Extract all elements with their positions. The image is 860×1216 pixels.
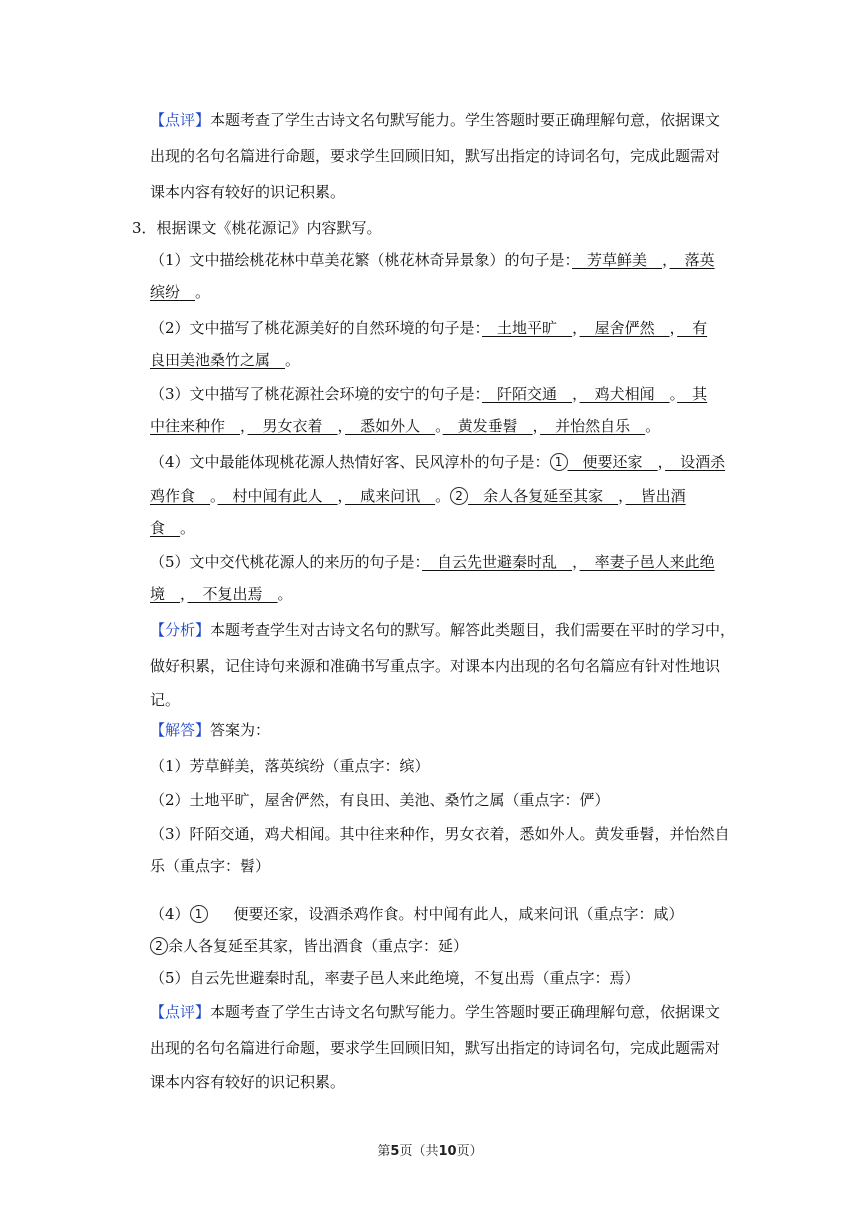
- answer-blank: 余人各复延至其家: [468, 487, 619, 505]
- answer-blank: 村中闻有此人: [217, 487, 338, 505]
- circled-number: 1: [190, 905, 208, 923]
- answer-line-5: （5）自云先世避秦时乱，率妻子邑人来此绝境，不复出焉（重点字：焉）: [150, 969, 640, 987]
- question-item-4: （4）文中最能体现桃花源人热情好客、民风淳朴的句子是： 1 便要还家 ， 设酒杀: [150, 453, 726, 471]
- answer-blank: 咸来问讯: [345, 487, 436, 505]
- answer-blank: 鸡犬相闻: [579, 385, 670, 403]
- answer-blank: 中往来种作: [150, 417, 241, 435]
- question-title: 3．根据课文《桃花源记》内容默写。: [132, 219, 382, 237]
- circled-number: 1: [550, 453, 568, 471]
- page-number: 5: [390, 1144, 400, 1159]
- question-item-2-cont: [150, 350, 730, 370]
- answer-blank: 阡陌交通: [482, 385, 573, 403]
- answer-blank: 缤纷: [150, 283, 196, 301]
- answer-blank: 良田美池桑竹之属: [150, 351, 286, 369]
- answer-blank: 芳草鲜美: [572, 251, 663, 269]
- question-item-1-cont: [150, 282, 730, 302]
- circled-number: 2: [450, 487, 468, 505]
- prompt-text: （3）文中描写了桃花源社会环境的安宁的句子是：: [150, 385, 483, 403]
- answer-blank: 并怡然自乐: [540, 417, 646, 435]
- answer-intro: 答案为：: [210, 721, 271, 739]
- question-item-5: （5）文中交代桃花源人的来历的句子是： 自云先世避秦时乱 ， 率妻子邑人来此绝: [150, 553, 715, 571]
- comment-line: [150, 1002, 730, 1022]
- footer-text: 页）: [456, 1144, 483, 1159]
- analysis-line: 做好积累，记住诗句来源和准确书写重点字。对课本内出现的名句名篇应有针对性地识: [150, 657, 721, 675]
- question-item-4-cont: 鸡作食 。 村中闻有此人 ， 咸来问讯 。 2 余人各复延至其家 ， 皆出酒: [150, 487, 686, 505]
- question-item-4-cont2: 食 。: [150, 519, 196, 537]
- answer-blank: 有: [677, 319, 708, 337]
- comment-line: 课本内容有较好的识记积累。: [150, 183, 346, 201]
- answer-blank: 便要还家: [567, 453, 658, 471]
- answer-blank: 其: [677, 385, 708, 403]
- circled-number: 2: [150, 937, 168, 955]
- answer-blank: 自云先世避秦时乱: [422, 553, 573, 571]
- question-item-3-cont: 中往来种作 ， 男女衣着 ， 悉如外人 。 黄发垂髫 ， 并怡然自乐 。: [150, 417, 661, 435]
- punct: 。: [195, 283, 211, 301]
- comment-line: 课本内容有较好的识记积累。: [150, 1073, 346, 1091]
- page-total: 10: [438, 1144, 457, 1159]
- answer-text: 便要还家，设酒杀鸡作食。村中闻有此人，咸来问讯（重点字：咸）: [233, 905, 684, 923]
- footer-text: 页（共: [399, 1144, 439, 1159]
- answer-blank: 食: [150, 519, 181, 537]
- analysis-line: [150, 620, 736, 640]
- question-item-5-cont: 境 ， 不复出焉 。: [150, 585, 293, 603]
- item-number: （4）: [150, 905, 190, 923]
- answer-line-4: [150, 904, 730, 924]
- comment-text: 本题考查了学生古诗文名句默写能力。学生答题时要正确理解句意，依据课文: [210, 1003, 721, 1021]
- question-item-2: （2）文中描写了桃花源美好的自然环境的句子是： 土地平旷 ， 屋舍俨然 ， 有: [150, 319, 708, 337]
- answer-blank: 土地平旷: [482, 319, 573, 337]
- answer-blank: 屋舍俨然: [579, 319, 670, 337]
- answer-header: [150, 720, 730, 740]
- comment-text: 本题考查了学生古诗文名句默写能力。学生答题时要正确理解句意，依据课文: [210, 111, 721, 129]
- answer-blank: 境: [150, 585, 181, 603]
- answer-line-4-cont: [150, 936, 730, 956]
- answer-line-3-cont: 乐（重点字：髫）: [150, 857, 271, 875]
- prompt-text: （5）文中交代桃花源人的来历的句子是：: [150, 553, 423, 571]
- footer-text: 第: [377, 1144, 391, 1159]
- answer-line-3: （3）阡陌交通，鸡犬相闻。其中往来种作，男女衣着，悉如外人。黄发垂髫，并怡然自: [150, 825, 730, 843]
- page-footer: [0, 1140, 860, 1159]
- comment-line: [150, 110, 730, 130]
- analysis-tag: 【分析】: [150, 621, 211, 639]
- analysis-line: 记。: [150, 691, 181, 709]
- answer-line-2: （2）土地平旷，屋舍俨然，有良田、美池、桑竹之属（重点字：俨）: [150, 791, 610, 809]
- punct: ，: [662, 251, 670, 269]
- answer-text: 余人各复延至其家，皆出酒食（重点字：延）: [168, 937, 469, 955]
- comment-line: 出现的名句名篇进行命题，要求学生回顾旧知，默写出指定的诗词名句，完成此题需对: [150, 147, 721, 165]
- answer-blank: 皆出酒: [625, 487, 686, 505]
- answer-blank: 悉如外人: [345, 417, 436, 435]
- answer-tag: 【解答】: [150, 721, 211, 739]
- answer-blank: 落英: [669, 251, 715, 269]
- answer-line-1: （1）芳草鲜美，落英缤纷（重点字：缤）: [150, 757, 430, 775]
- analysis-text: 本题考查学生对古诗文名句的默写。解答此类题目，我们需要在平时的学习中，: [210, 621, 736, 639]
- comment-tag: 【点评】: [150, 111, 211, 129]
- prompt-text: （1）文中描绘桃花林中草美花繁（桃花林奇异景象）的句子是：: [150, 251, 573, 269]
- comment-line: 出现的名句名篇进行命题，要求学生回顾旧知，默写出指定的诗词名句，完成此题需对: [150, 1039, 721, 1057]
- answer-blank: 男女衣着: [247, 417, 338, 435]
- prompt-text: （2）文中描写了桃花源美好的自然环境的句子是：: [150, 319, 483, 337]
- answer-blank: 不复出焉: [187, 585, 278, 603]
- punct: 。: [285, 351, 301, 369]
- question-item-1: [150, 250, 730, 270]
- prompt-text: （4）文中最能体现桃花源人热情好客、民风淳朴的句子是：: [150, 453, 550, 471]
- answer-blank: 设酒杀: [665, 453, 726, 471]
- question-item-3: （3）文中描写了桃花源社会环境的安宁的句子是： 阡陌交通 ， 鸡犬相闻 。 其: [150, 385, 708, 403]
- comment-tag: 【点评】: [150, 1003, 211, 1021]
- answer-blank: 黄发垂髫: [442, 417, 533, 435]
- answer-blank: 鸡作食: [150, 487, 211, 505]
- answer-blank: 率妻子邑人来此绝: [579, 553, 715, 571]
